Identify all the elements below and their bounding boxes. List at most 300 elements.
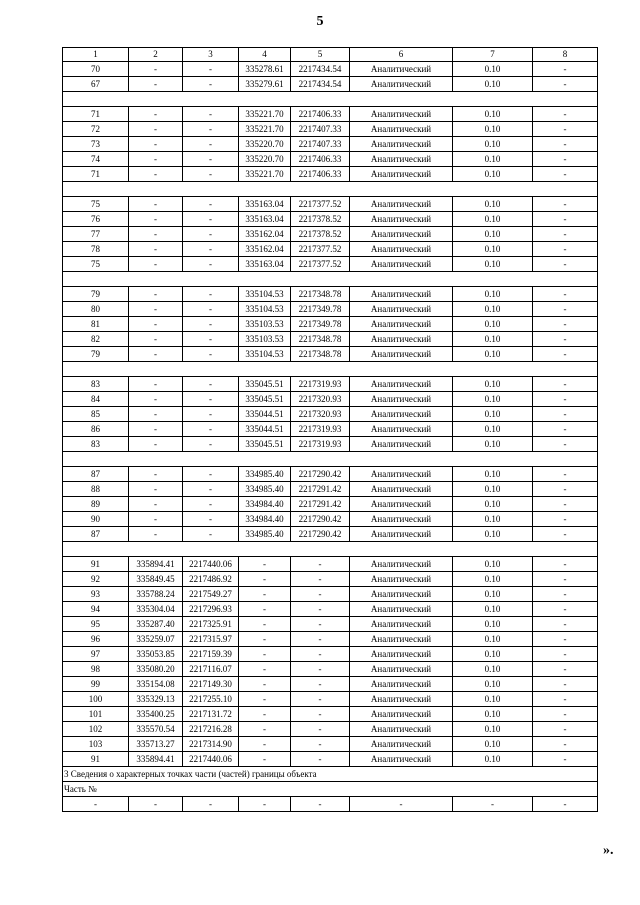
- table-cell: [533, 272, 598, 287]
- table-row: [63, 287, 598, 302]
- table-cell: -: [129, 302, 183, 317]
- table-cell: 335044.51: [239, 407, 291, 422]
- table-row: [63, 347, 598, 362]
- table-cell: Аналитический: [350, 122, 453, 137]
- table-cell: 335279.61: [239, 77, 291, 92]
- table-cell: -: [533, 737, 598, 752]
- table-cell: 2217378.52: [291, 212, 350, 227]
- table-cell: Аналитический: [350, 482, 453, 497]
- table-cell: 2217149.30: [183, 677, 239, 692]
- table-cell: 2217291.42: [291, 482, 350, 497]
- table-cell: 0.10: [453, 557, 533, 572]
- table-row: [63, 167, 598, 182]
- table-cell: [291, 362, 350, 377]
- table-cell: 0.10: [453, 602, 533, 617]
- table-cell: Аналитический: [350, 437, 453, 452]
- table-cell: Аналитический: [350, 467, 453, 482]
- table-cell: 335304.04: [129, 602, 183, 617]
- table-cell: -: [239, 677, 291, 692]
- table-cell: 335894.41: [129, 557, 183, 572]
- table-cell: 335044.51: [239, 422, 291, 437]
- table-cell: 335163.04: [239, 257, 291, 272]
- table-cell: -: [239, 602, 291, 617]
- table-cell: 335103.53: [239, 332, 291, 347]
- table-cell: Аналитический: [350, 632, 453, 647]
- table-cell: 103: [63, 737, 129, 752]
- table-cell: Аналитический: [350, 512, 453, 527]
- table-cell: Аналитический: [350, 347, 453, 362]
- table-cell: 334984.40: [239, 512, 291, 527]
- table-cell: 334985.40: [239, 527, 291, 542]
- table-cell: -: [291, 692, 350, 707]
- table-cell: -: [533, 242, 598, 257]
- table-cell: 95: [63, 617, 129, 632]
- table-cell: -: [183, 377, 239, 392]
- table-row: [63, 467, 598, 482]
- table-cell: -: [533, 212, 598, 227]
- table-cell: -: [533, 602, 598, 617]
- table-cell: 2217486.92: [183, 572, 239, 587]
- table-cell: 334984.40: [239, 497, 291, 512]
- table-cell: -: [533, 527, 598, 542]
- table-cell: -: [183, 422, 239, 437]
- table-cell: 0.10: [453, 62, 533, 77]
- table-cell: -: [129, 392, 183, 407]
- table-cell: 0.10: [453, 422, 533, 437]
- table-cell: [183, 362, 239, 377]
- table-cell: [63, 272, 129, 287]
- table-cell: -: [129, 497, 183, 512]
- table-cell: [350, 362, 453, 377]
- table-cell: -: [129, 377, 183, 392]
- table-cell: -: [183, 467, 239, 482]
- table-cell: 100: [63, 692, 129, 707]
- table-cell: 0.10: [453, 437, 533, 452]
- table-cell: -: [533, 332, 598, 347]
- table-cell: -: [129, 527, 183, 542]
- table-cell: Аналитический: [350, 557, 453, 572]
- table-row: [63, 437, 598, 452]
- table-cell: -: [291, 677, 350, 692]
- table-cell: 2217434.54: [291, 62, 350, 77]
- table-row: [63, 227, 598, 242]
- table-cell: 2217348.78: [291, 332, 350, 347]
- table-row: [63, 527, 598, 542]
- table-cell: 71: [63, 107, 129, 122]
- table-cell: 2217319.93: [291, 377, 350, 392]
- table-cell: -: [183, 512, 239, 527]
- table-cell: -: [129, 512, 183, 527]
- table-cell: 0.10: [453, 332, 533, 347]
- table-cell: Аналитический: [350, 527, 453, 542]
- table-cell: -: [239, 737, 291, 752]
- table-cell: 335221.70: [239, 107, 291, 122]
- table-cell: Аналитический: [350, 617, 453, 632]
- table-cell: Аналитический: [350, 377, 453, 392]
- table-cell: -: [239, 632, 291, 647]
- table-separator-row: [63, 542, 598, 557]
- table-cell: -: [183, 242, 239, 257]
- table-cell: 2217440.06: [183, 557, 239, 572]
- table-cell: -: [183, 77, 239, 92]
- table-cell: 102: [63, 722, 129, 737]
- table-row: [63, 647, 598, 662]
- table-cell: -: [533, 392, 598, 407]
- table-cell: -: [291, 797, 350, 812]
- table-cell: -: [183, 497, 239, 512]
- table-cell: -: [291, 572, 350, 587]
- table-cell: 335154.08: [129, 677, 183, 692]
- table-cell: -: [183, 227, 239, 242]
- table-cell: -: [183, 137, 239, 152]
- table-cell: 96: [63, 632, 129, 647]
- table-cell: -: [533, 617, 598, 632]
- table-cell: -: [183, 797, 239, 812]
- table-cell: 91: [63, 557, 129, 572]
- table-cell: -: [533, 377, 598, 392]
- table-cell: 87: [63, 467, 129, 482]
- table-cell: 8: [533, 48, 598, 62]
- closing-quote-mark: ».: [603, 843, 614, 858]
- table-cell: 2217377.52: [291, 257, 350, 272]
- table-cell: 0.10: [453, 737, 533, 752]
- table-cell: -: [183, 392, 239, 407]
- table-cell: -: [533, 62, 598, 77]
- table-cell: -: [533, 407, 598, 422]
- table-cell: -: [239, 692, 291, 707]
- table-cell: 335104.53: [239, 287, 291, 302]
- table-row: [63, 422, 598, 437]
- table-cell: 335570.54: [129, 722, 183, 737]
- table-cell: -: [129, 152, 183, 167]
- table-cell: -: [183, 527, 239, 542]
- table-cell: -: [533, 302, 598, 317]
- table-cell: -: [291, 617, 350, 632]
- table-cell: 72: [63, 122, 129, 137]
- table-cell: Аналитический: [350, 62, 453, 77]
- table-cell: -: [533, 107, 598, 122]
- table-cell: 2217406.33: [291, 152, 350, 167]
- table-row: [63, 737, 598, 752]
- table-cell: 335162.04: [239, 227, 291, 242]
- table-cell: [453, 542, 533, 557]
- table-cell: 0.10: [453, 197, 533, 212]
- table-cell: 2217349.78: [291, 317, 350, 332]
- table-cell: -: [291, 737, 350, 752]
- table-cell: 67: [63, 77, 129, 92]
- table-cell: -: [533, 317, 598, 332]
- table-row: [63, 212, 598, 227]
- table-cell: 99: [63, 677, 129, 692]
- table-cell: 0.10: [453, 212, 533, 227]
- table-cell: 90: [63, 512, 129, 527]
- table-cell: 101: [63, 707, 129, 722]
- table-cell: [350, 182, 453, 197]
- table-cell: -: [533, 557, 598, 572]
- table-cell: 0.10: [453, 572, 533, 587]
- table-cell: 335162.04: [239, 242, 291, 257]
- table-cell: 335045.51: [239, 377, 291, 392]
- table-cell: 335221.70: [239, 167, 291, 182]
- table-cell: [239, 272, 291, 287]
- table-row: [63, 572, 598, 587]
- table-cell: [129, 92, 183, 107]
- table-row: [63, 377, 598, 392]
- table-cell: 86: [63, 422, 129, 437]
- table-cell: -: [183, 482, 239, 497]
- table-cell: -: [183, 122, 239, 137]
- table-cell: 5: [291, 48, 350, 62]
- table-cell: [350, 542, 453, 557]
- table-cell: 1: [63, 48, 129, 62]
- table-cell: 335103.53: [239, 317, 291, 332]
- table-row: [63, 707, 598, 722]
- table-cell: 93: [63, 587, 129, 602]
- table-row: [63, 107, 598, 122]
- table-cell: 2217406.33: [291, 107, 350, 122]
- table-cell: 2217255.10: [183, 692, 239, 707]
- table-cell: -: [129, 62, 183, 77]
- table-cell: -: [129, 422, 183, 437]
- table-cell: -: [129, 317, 183, 332]
- table-cell: 2217434.54: [291, 77, 350, 92]
- table-cell: Аналитический: [350, 302, 453, 317]
- table-cell: 2217291.42: [291, 497, 350, 512]
- table-cell: 7: [453, 48, 533, 62]
- table-cell: 92: [63, 572, 129, 587]
- table-cell: 335104.53: [239, 302, 291, 317]
- table-cell: [129, 362, 183, 377]
- table-cell: 79: [63, 347, 129, 362]
- table-cell: 83: [63, 377, 129, 392]
- table-row: [63, 662, 598, 677]
- table-cell: 0.10: [453, 587, 533, 602]
- table-cell: Аналитический: [350, 497, 453, 512]
- table-cell: [350, 92, 453, 107]
- table-cell: [453, 272, 533, 287]
- table-row: [63, 392, 598, 407]
- table-cell: 2217348.78: [291, 287, 350, 302]
- table-cell: [291, 542, 350, 557]
- table-cell: 2217320.93: [291, 407, 350, 422]
- table-cell: 91: [63, 752, 129, 767]
- table-cell: -: [533, 347, 598, 362]
- table-row: [63, 497, 598, 512]
- table-cell: -: [533, 632, 598, 647]
- table-cell: [63, 182, 129, 197]
- table-cell: 0.10: [453, 752, 533, 767]
- table-cell: [183, 92, 239, 107]
- table-cell: 0.10: [453, 512, 533, 527]
- table-cell: -: [239, 572, 291, 587]
- table-row: [63, 317, 598, 332]
- table-cell: -: [291, 722, 350, 737]
- table-cell: -: [291, 647, 350, 662]
- table-cell: [453, 182, 533, 197]
- table-cell: -: [291, 557, 350, 572]
- table-cell: Аналитический: [350, 707, 453, 722]
- table-cell: 6: [350, 48, 453, 62]
- table-cell: -: [291, 602, 350, 617]
- table-row: [63, 617, 598, 632]
- table-cell: 83: [63, 437, 129, 452]
- table-cell: Аналитический: [350, 737, 453, 752]
- table-cell: Аналитический: [350, 587, 453, 602]
- table-cell: 335163.04: [239, 197, 291, 212]
- table-cell: 79: [63, 287, 129, 302]
- table-cell: [350, 272, 453, 287]
- table-cell: 2217290.42: [291, 527, 350, 542]
- table-cell: 2: [129, 48, 183, 62]
- table-row: [63, 152, 598, 167]
- table-cell: 0.10: [453, 467, 533, 482]
- table-cell: [239, 542, 291, 557]
- table-cell: -: [533, 437, 598, 452]
- table-cell: [291, 92, 350, 107]
- table-cell: 335045.51: [239, 437, 291, 452]
- table-cell: -: [533, 197, 598, 212]
- table-cell: 2217549.27: [183, 587, 239, 602]
- table-cell: 3: [183, 48, 239, 62]
- table-cell: -: [129, 257, 183, 272]
- table-cell: [533, 92, 598, 107]
- table-cell: 98: [63, 662, 129, 677]
- table-cell: -: [533, 77, 598, 92]
- table-cell: -: [291, 587, 350, 602]
- table-cell: 335104.53: [239, 347, 291, 362]
- table-cell: [129, 452, 183, 467]
- table-cell: 0.10: [453, 377, 533, 392]
- table-cell: 335163.04: [239, 212, 291, 227]
- table-cell: -: [291, 632, 350, 647]
- table-cell: -: [533, 497, 598, 512]
- table-cell: 335053.85: [129, 647, 183, 662]
- table-cell: Аналитический: [350, 77, 453, 92]
- table-cell: 335400.25: [129, 707, 183, 722]
- table-cell: 2217320.93: [291, 392, 350, 407]
- table-cell: -: [129, 332, 183, 347]
- table-row: [63, 752, 598, 767]
- table-cell: -: [239, 662, 291, 677]
- table-cell: Аналитический: [350, 317, 453, 332]
- table-cell: -: [129, 212, 183, 227]
- table-cell: [239, 92, 291, 107]
- table-cell: Аналитический: [350, 212, 453, 227]
- table-cell: [239, 452, 291, 467]
- table-cell: Аналитический: [350, 107, 453, 122]
- table-cell: [453, 362, 533, 377]
- page-number: 5: [316, 14, 324, 29]
- table-cell: 2217407.33: [291, 137, 350, 152]
- table-cell: 84: [63, 392, 129, 407]
- table-cell: 335849.45: [129, 572, 183, 587]
- table-cell: -: [239, 557, 291, 572]
- table-cell: [291, 182, 350, 197]
- table-cell: -: [533, 677, 598, 692]
- table-cell: 2217319.93: [291, 422, 350, 437]
- table-cell: 89: [63, 497, 129, 512]
- table-cell: 76: [63, 212, 129, 227]
- table-cell: [183, 182, 239, 197]
- table-cell: Аналитический: [350, 167, 453, 182]
- table-cell: 4: [239, 48, 291, 62]
- table-cell: -: [183, 332, 239, 347]
- table-cell: [183, 542, 239, 557]
- table-cell: 82: [63, 332, 129, 347]
- table-cell: -: [239, 647, 291, 662]
- table-cell: -: [533, 512, 598, 527]
- table-cell: 335220.70: [239, 152, 291, 167]
- table-cell: 0.10: [453, 242, 533, 257]
- table-cell: 2217348.78: [291, 347, 350, 362]
- table-cell: Аналитический: [350, 662, 453, 677]
- table-cell: 335259.07: [129, 632, 183, 647]
- table-cell: 335278.61: [239, 62, 291, 77]
- table-cell: -: [239, 752, 291, 767]
- table-cell: -: [239, 707, 291, 722]
- table-cell: 2217296.93: [183, 602, 239, 617]
- table-cell: Аналитический: [350, 257, 453, 272]
- table-cell: 2217131.72: [183, 707, 239, 722]
- table-cell: [63, 542, 129, 557]
- table-cell: 0.10: [453, 482, 533, 497]
- table-row: [63, 197, 598, 212]
- table-cell: -: [129, 797, 183, 812]
- table-header-row: [63, 48, 598, 62]
- table-separator-row: [63, 362, 598, 377]
- table-cell: 80: [63, 302, 129, 317]
- table-cell: 3 Сведения о характерных точках части (частей) границы объекта: [63, 767, 598, 782]
- table-row: [63, 587, 598, 602]
- table-cell: -: [129, 167, 183, 182]
- table-cell: -: [533, 122, 598, 137]
- table-cell: 335045.51: [239, 392, 291, 407]
- table-cell: [63, 452, 129, 467]
- table-separator-row: [63, 92, 598, 107]
- section-3-title-row: [63, 767, 598, 782]
- table-separator-row: [63, 452, 598, 467]
- table-cell: 335221.70: [239, 122, 291, 137]
- table-cell: [291, 272, 350, 287]
- table-cell: Аналитический: [350, 677, 453, 692]
- table-cell: [129, 542, 183, 557]
- table-cell: -: [183, 287, 239, 302]
- table-cell: -: [129, 242, 183, 257]
- table-cell: [453, 452, 533, 467]
- table-cell: -: [291, 752, 350, 767]
- table-cell: -: [350, 797, 453, 812]
- table-cell: Аналитический: [350, 572, 453, 587]
- table-cell: 334985.40: [239, 467, 291, 482]
- table-cell: -: [533, 752, 598, 767]
- table-cell: [239, 362, 291, 377]
- table-cell: [129, 272, 183, 287]
- table-cell: -: [183, 437, 239, 452]
- table-row: [63, 332, 598, 347]
- table-cell: -: [533, 692, 598, 707]
- table-cell: 335713.27: [129, 737, 183, 752]
- table-cell: 0.10: [453, 287, 533, 302]
- table-cell: -: [129, 407, 183, 422]
- table-cell: 0.10: [453, 347, 533, 362]
- table-cell: 334985.40: [239, 482, 291, 497]
- table-cell: -: [129, 287, 183, 302]
- table-cell: Аналитический: [350, 422, 453, 437]
- table-cell: 2217377.52: [291, 197, 350, 212]
- table-cell: Аналитический: [350, 287, 453, 302]
- table-row: [63, 137, 598, 152]
- table-row: [63, 797, 598, 812]
